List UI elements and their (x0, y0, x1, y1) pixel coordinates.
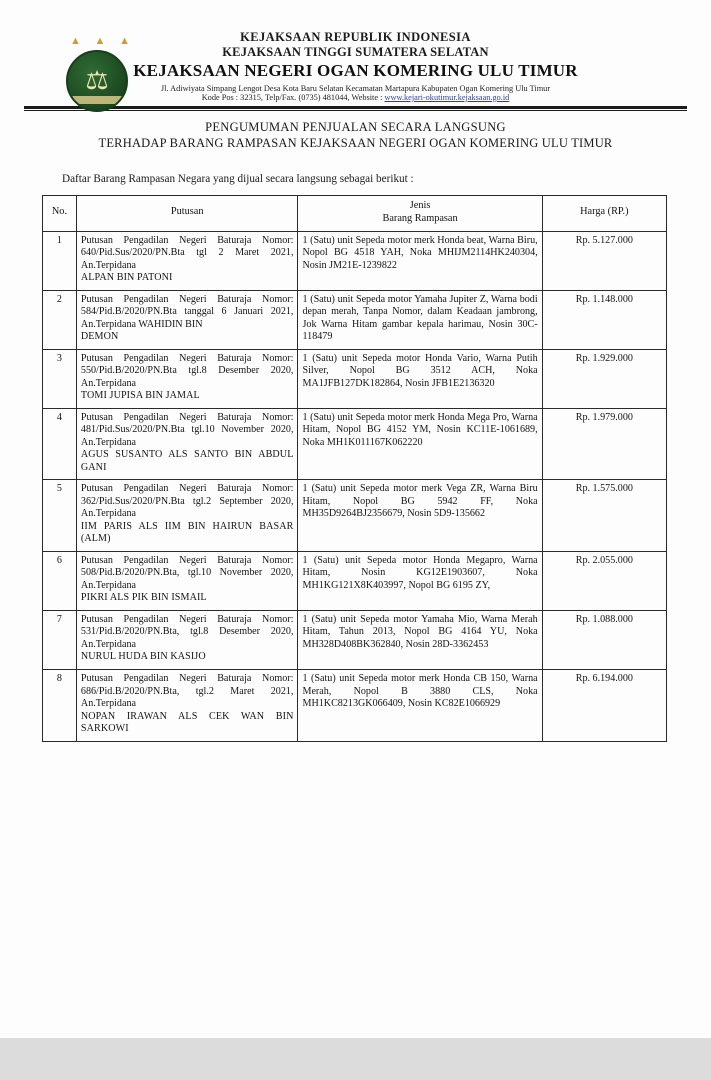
cell-jenis: 1 (Satu) unit Sepeda motor Honda Vario, Warna Putih Silver, Nopol BG 3512 ACH, Noka MA1JFB127DK182864, Nosin JFB1E2136320 (298, 349, 542, 408)
cell-terpidana: IIM PARIS ALS IIM BIN HAIRUN BASAR (ALM) (80, 520, 294, 545)
table-row (43, 480, 667, 552)
table-row (43, 551, 667, 610)
cell-putusan-text: Putusan Pengadilan Negeri Baturaja Nomor: 531/Pid.B/2020/PN.Bta, tgl.8 Desember 2020, An.Terpidana (80, 613, 294, 650)
cell-putusan (76, 349, 298, 408)
cell-putusan-text: Putusan Pengadilan Negeri Baturaja Nomor: 362/Pid.Sus/2020/PN.Bta tgl.2 September 2020, An.Terpidana (80, 483, 294, 520)
crest-disc (66, 50, 128, 112)
org-line-3: KEJAKSAAN NEGERI OGAN KOMERING ULU TIMUR (133, 61, 578, 80)
cell-putusan (76, 408, 298, 480)
table-header-row (43, 196, 667, 232)
kejaksaan-emblem-icon (62, 36, 136, 114)
org-line-2: KEJAKSAAN TINGGI SUMATERA SELATAN (222, 45, 489, 59)
org-website-link[interactable]: www.kejari-okutimur.kejaksaan.go.id (384, 93, 510, 102)
column-header-no: No. (43, 196, 77, 232)
cell-harga: Rp. 1.088.000 (542, 610, 666, 669)
table-row (43, 231, 667, 290)
cell-no: 6 (43, 551, 77, 610)
cell-putusan-text: Putusan Pengadilan Negeri Baturaja Nomor: 508/Pid.B/2020/PN.Bta, tgl.10 November 2020, An.Terpidana (80, 554, 294, 591)
cell-jenis: 1 (Satu) unit Sepeda motor Yamaha Mio, Warna Merah Hitam, Tahun 2013, Nopol BG 4164 YU, Noka MH328D408BK362840, Nosin 28D-3362453 (298, 610, 542, 669)
table-row (43, 349, 667, 408)
table-body (43, 231, 667, 741)
cell-terpidana: DEMON (80, 331, 119, 343)
cell-jenis: 1 (Satu) unit Sepeda motor Yamaha Jupiter Z, Warna bodi depan merah, Tanpa Nomor, dalam Keadaan jambrong, Jok Warna Hitam gambar kepala harimau, Nosin 30C-118479 (298, 290, 542, 349)
cell-putusan (76, 231, 298, 290)
announcement-title (0, 120, 711, 151)
cell-putusan (76, 551, 298, 610)
crest-stars: ▲ ▲ ▲ (70, 35, 130, 47)
cell-jenis: 1 (Satu) unit Sepeda motor Honda Megapro, Warna Hitam, Nosin KG12E1903607, Noka MH1KG121X8K403997, Nopol BG 6195 ZY, (298, 551, 542, 610)
table-container (0, 195, 711, 742)
cell-harga: Rp. 5.127.000 (542, 231, 666, 290)
column-header-jenis-line1: Jenis (409, 200, 431, 211)
cell-jenis: 1 (Satu) unit Sepeda motor merk Honda CB 150, Warna Merah, Nopol B 3880 CLS, Noka MH1KC8213GK066409, Nosin KC82E1066929 (298, 670, 542, 742)
cell-harga: Rp. 6.194.000 (542, 670, 666, 742)
column-header-harga: Harga (RP.) (542, 196, 666, 232)
cell-no: 1 (43, 231, 77, 290)
cell-no: 4 (43, 408, 77, 480)
cell-putusan-text: Putusan Pengadilan Negeri Baturaja Nomor: 640/Pid.Sus/2020/PN.Bta tgl 2 Maret 2021, An.Terpidana (80, 234, 294, 271)
cell-no: 5 (43, 480, 77, 552)
cell-harga: Rp. 1.929.000 (542, 349, 666, 408)
column-header-jenis (298, 196, 542, 232)
cell-jenis: 1 (Satu) unit Sepeda motor merk Honda Mega Pro, Warna Hitam, Nopol BG 4152 YM, Nosin KC11E-1061689, Noka MH1K011167K062220 (298, 408, 542, 480)
cell-jenis: 1 (Satu) unit Sepeda motor merk Honda beat, Warna Biru, Nopol BG 4518 YAH, Noka MHIJM2114HK240304, Nosin JM21E-1239822 (298, 231, 542, 290)
table-row (43, 670, 667, 742)
cell-terpidana: TOMI JUPISA BIN JAMAL (80, 390, 200, 402)
document-header (0, 0, 711, 102)
table-row (43, 610, 667, 669)
cell-harga: Rp. 2.055.000 (542, 551, 666, 610)
cell-no: 8 (43, 670, 77, 742)
cell-harga: Rp. 1.575.000 (542, 480, 666, 552)
column-header-putusan: Putusan (76, 196, 298, 232)
cell-putusan (76, 670, 298, 742)
cell-terpidana: PIKRI ALS PIK BIN ISMAIL (80, 592, 207, 604)
cell-harga: Rp. 1.148.000 (542, 290, 666, 349)
intro-paragraph: Daftar Barang Rampasan Negara yang dijual secara langsung sebagai berikut : (62, 173, 414, 185)
announcement-title-line-2: TERHADAP BARANG RAMPASAN KEJAKSAAN NEGERI OGAN KOMERING ULU TIMUR (98, 136, 613, 150)
cell-terpidana: NURUL HUDA BIN KASIJO (80, 651, 206, 663)
table-row (43, 408, 667, 480)
announcement-title-line-1: PENGUMUMAN PENJUALAN SECARA LANGSUNG (205, 120, 506, 134)
cell-putusan-text: Putusan Pengadilan Negeri Baturaja Nomor: 686/Pid.B/2020/PN.Bta, tgl.2 Maret 2021, An.Terpidana (80, 673, 294, 710)
cell-putusan-text: Putusan Pengadilan Negeri Baturaja Nomor: 584/Pid.B/2020/PN.Bta tanggal 6 Januari 2021, An.Terpidana WAHIDIN BIN (80, 293, 294, 330)
cell-putusan (76, 290, 298, 349)
confiscated-goods-table (42, 195, 667, 742)
scales-of-justice-icon: ⚖ (85, 66, 109, 95)
cell-no: 3 (43, 349, 77, 408)
cell-putusan (76, 610, 298, 669)
page-bottom-shadow (0, 1038, 711, 1080)
table-row (43, 290, 667, 349)
crest-band (66, 96, 128, 104)
org-line-1: KEJAKSAAN REPUBLIK INDONESIA (240, 30, 471, 44)
cell-putusan (76, 480, 298, 552)
cell-jenis: 1 (Satu) unit Sepeda motor merk Vega ZR, Warna Biru Hitam, Nopol BG 5942 FF, Noka MH35D9264BJ2356679, Nosin 5D9-135662 (298, 480, 542, 552)
cell-no: 7 (43, 610, 77, 669)
cell-terpidana: AGUS SUSANTO ALS SANTO BIN ABDUL GANI (80, 449, 294, 473)
column-header-jenis-line2: Barang Rampasan (382, 212, 458, 224)
org-address: Jl. Adiwiyata Simpang Lengot Desa Kota Baru Selatan Kecamatan Martapura Kabupaten Ogan Komering Ulu Timur (160, 84, 551, 93)
cell-no: 2 (43, 290, 77, 349)
org-contact-text: Kode Pos : 32315, Telp/Fax. (0735) 481044, Website : (201, 93, 385, 102)
cell-terpidana: NOPAN IRAWAN ALS CEK WAN BIN SARKOWI (80, 710, 294, 735)
cell-harga: Rp. 1.979.000 (542, 408, 666, 480)
cell-terpidana: ALPAN BIN PATONI (80, 272, 173, 284)
cell-putusan-text: Putusan Pengadilan Negeri Baturaja Nomor: 481/Pid.Sus/2020/PN.Bta tgl.10 November 2020, An.Terpidana (80, 411, 294, 448)
cell-putusan-text: Putusan Pengadilan Negeri Baturaja Nomor: 550/Pid.B/2020/PN.Bta tgl.8 Desember 2020, An.Terpidana (80, 352, 294, 389)
